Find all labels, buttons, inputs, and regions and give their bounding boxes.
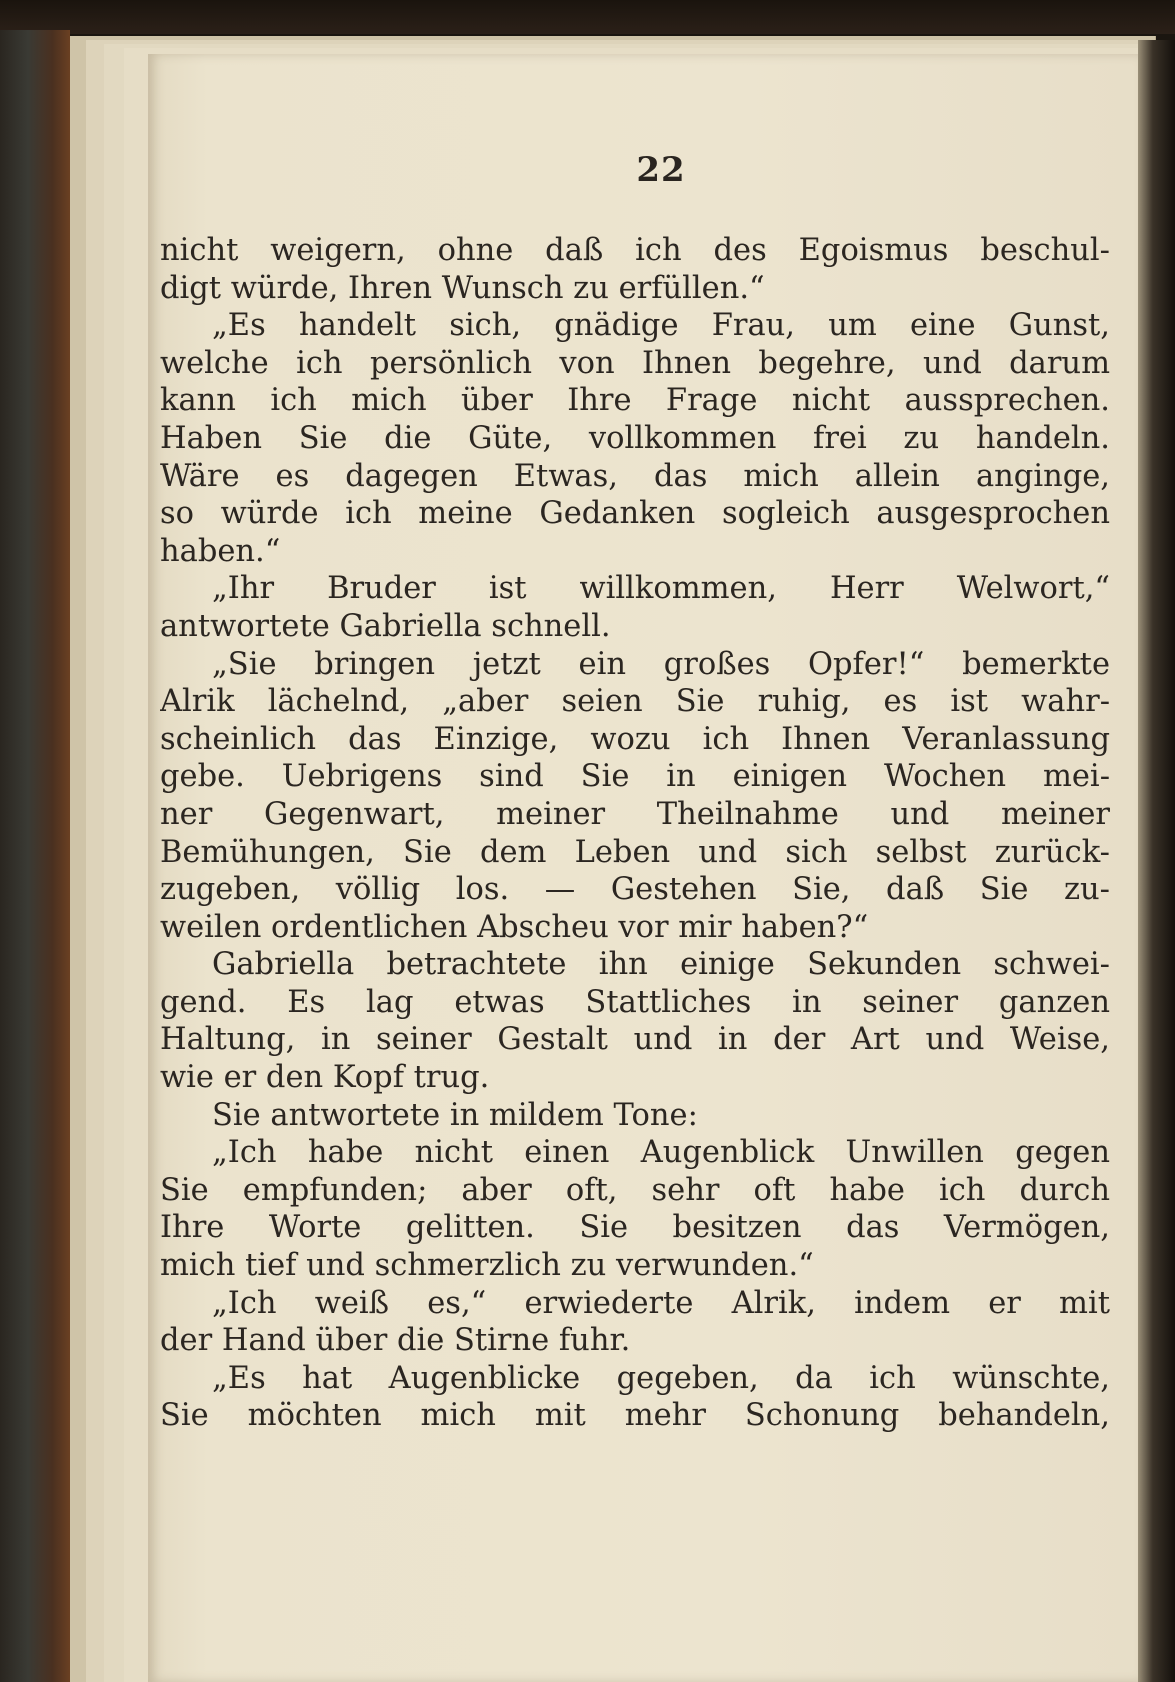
text-line: Sie empfunden; aber oft, sehr oft habe ich durch (160, 1172, 1110, 1208)
text-line: der Hand über die Stirne fuhr. (160, 1323, 631, 1359)
text-line: „Ihr Bruder ist willkommen, Herr Welwort,“ (212, 571, 1110, 607)
text-line: „Es handelt sich, gnädige Frau, um eine Gunst, (212, 308, 1110, 344)
text-line: gebe. Uebrigens sind Sie in einigen Wochen mei- (160, 759, 1110, 795)
text-line: weilen ordentlichen Abscheu vor mir haben?“ (160, 909, 869, 945)
text-line: Alrik lächelnd, „aber seien Sie ruhig, es ist wahr- (160, 684, 1110, 720)
text-line: kann ich mich über Ihre Frage nicht aussprechen. (160, 383, 1110, 419)
text-line: Wäre es dagegen Etwas, das mich allein anginge, (160, 458, 1110, 494)
text-line: Ihre Worte gelitten. Sie besitzen das Vermögen, (160, 1210, 1110, 1246)
text-line: Haben Sie die Güte, vollkommen frei zu handeln. (160, 420, 1110, 456)
page-number: 22 (636, 150, 686, 190)
text-line: nicht weigern, ohne daß ich des Egoismus beschul- (160, 233, 1110, 268)
text-line: ner Gegenwart, meiner Theilnahme und meiner (160, 796, 1110, 832)
text-line: zugeben, völlig los. — Gestehen Sie, daß Sie zu- (160, 872, 1110, 908)
text-line: Sie antwortete in mildem Tone: (212, 1097, 698, 1133)
text-line: wie er den Kopf trug. (160, 1060, 490, 1096)
text-line: welche ich persönlich von Ihnen begehre, und darum (160, 345, 1110, 381)
text-line: Bemühungen, Sie dem Leben und sich selbst zurück- (160, 834, 1110, 870)
text-line: digt würde, Ihren Wunsch zu erfüllen.“ (160, 270, 765, 306)
text-line: Sie möchten mich mit mehr Schonung behandeln, (160, 1398, 1110, 1434)
text-line: so würde ich meine Gedanken sogleich ausgesprochen (160, 496, 1110, 532)
text-line: mich tief und schmerzlich zu verwunden.“ (160, 1248, 814, 1284)
text-line: haben.“ (160, 533, 281, 569)
text-line: Gabriella betrachtete ihn einige Sekunden schwei- (212, 947, 1110, 983)
text-line: „Es hat Augenblicke gegeben, da ich wünschte, (212, 1360, 1110, 1396)
text-line: „Sie bringen jetzt ein großes Opfer!“ bemerkte (212, 646, 1110, 682)
text-line: gend. Es lag etwas Stattliches in seiner ganzen (160, 984, 1110, 1020)
text-line: „Ich habe nicht einen Augenblick Unwillen gegen (212, 1135, 1110, 1171)
binding-top-edge (0, 0, 1175, 34)
text-line: Haltung, in seiner Gestalt und in der Art und Weise, (160, 1022, 1110, 1058)
text-line: antwortete Gabriella schnell. (160, 608, 611, 644)
text-line: scheinlich das Einzige, wozu ich Ihnen Veranlassung (160, 721, 1110, 757)
text-line: „Ich weiß es,“ erwiederte Alrik, indem er mit (212, 1285, 1110, 1321)
gutter-shadow (1138, 40, 1175, 1682)
leather-binding (0, 30, 70, 1682)
page-text (160, 232, 1110, 1435)
